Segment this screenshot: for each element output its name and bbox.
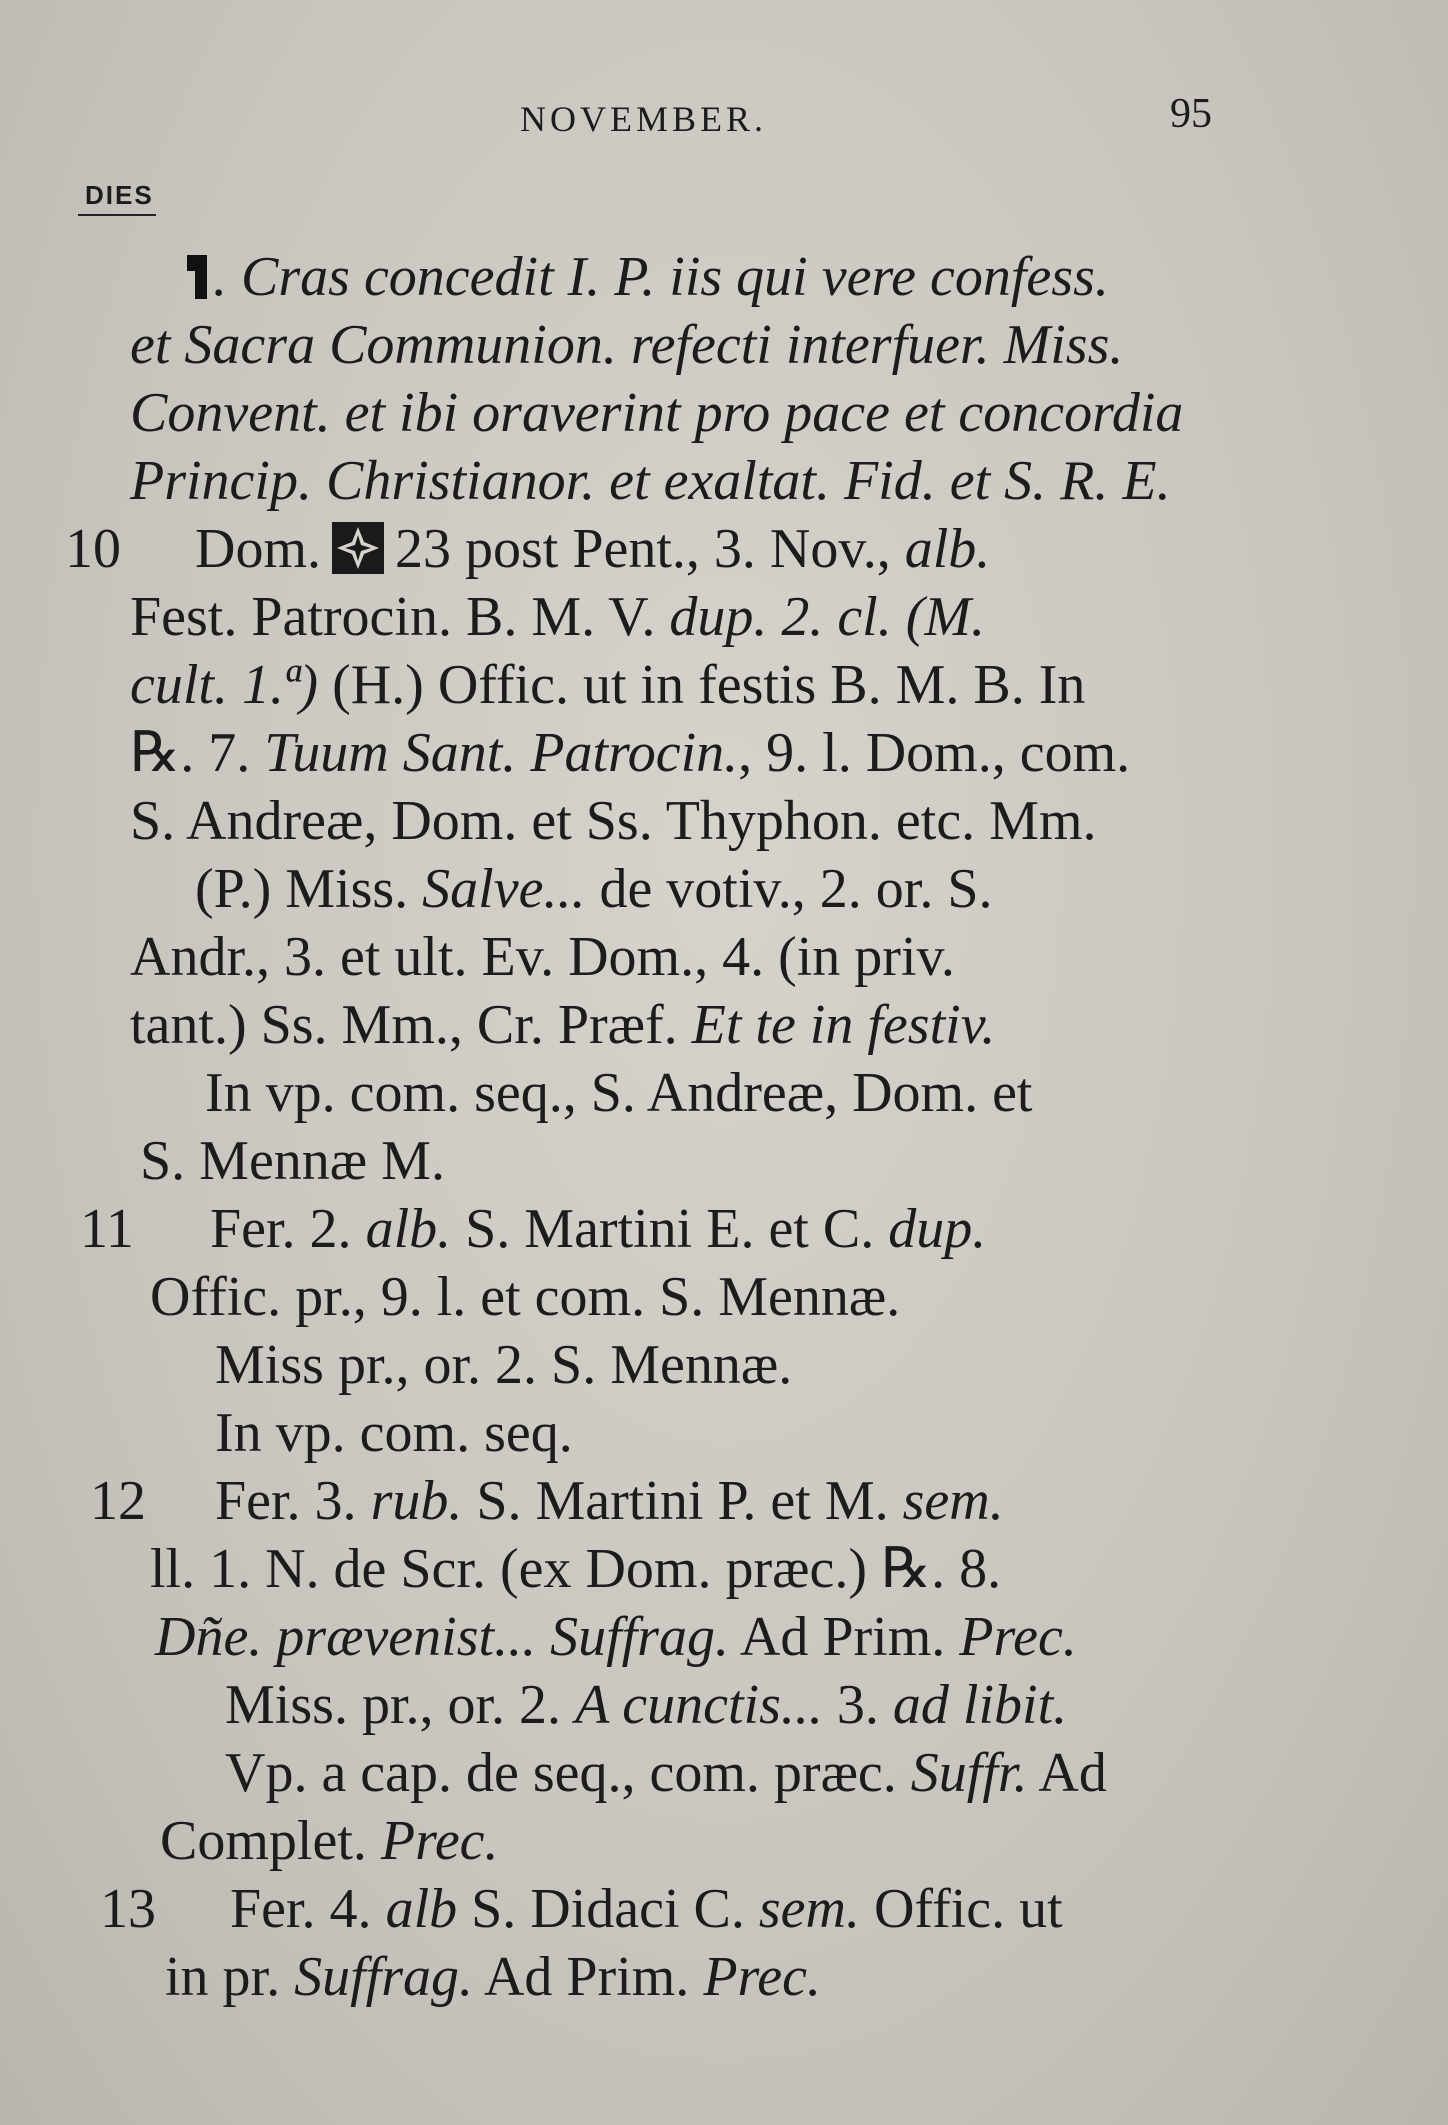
text-line [215, 1330, 792, 1400]
text-segment: Dñe. prævenist... [155, 1606, 537, 1668]
text-line [215, 1466, 1004, 1536]
text-segment: sem. [758, 1878, 860, 1940]
text-line [165, 1942, 821, 2012]
text-segment: Tuum Sant. Patrocin. [264, 722, 739, 784]
text-segment: Fer. 2. [210, 1198, 366, 1260]
text-segment: . Cras concedit I. P. iis qui vere confess. [213, 246, 1109, 308]
text-line [160, 1806, 499, 1876]
text-segment: A cunctis... [575, 1674, 823, 1736]
text-segment: dup. [888, 1198, 987, 1260]
text-segment: 23 post Pent., 3. Nov., [395, 518, 905, 580]
text-line [130, 990, 995, 1060]
text-segment: rub. [370, 1470, 463, 1532]
text-segment: alb [385, 1878, 458, 1940]
text-line [195, 242, 1109, 312]
text-segment: (H.) Offic. ut in festis B. M. B. In [318, 654, 1086, 716]
page-number: 95 [1170, 91, 1212, 137]
text-segment: S. Didaci C. [457, 1878, 759, 1940]
text-line [195, 514, 990, 584]
text-segment: S. Andreæ, Dom. et Ss. Thyphon. etc. Mm. [130, 790, 1097, 852]
text-segment: cult. 1.ª) [130, 654, 319, 716]
text-segment: Fest. Patrocin. B. M. V. [130, 586, 670, 648]
paragraph-marker-icon [195, 255, 207, 299]
text-line [225, 1670, 1067, 1740]
text-segment: tant.) Ss. Mm., Cr. Præf. [130, 994, 692, 1056]
text-segment: Fer. 3. [215, 1470, 371, 1532]
text-segment: Vp. a cap. de seq., com. præc. [225, 1742, 911, 1804]
text-segment: , 9. l. Dom., com. [738, 722, 1131, 784]
text-line [230, 1874, 1063, 1944]
text-segment: Salve... [422, 858, 586, 920]
text-line [195, 854, 993, 924]
text-line [130, 922, 955, 992]
text-line [215, 1398, 573, 1468]
text-segment: Suffr. [910, 1742, 1028, 1804]
text-line [130, 650, 1085, 720]
text-line [155, 1602, 1077, 1672]
text-segment [536, 1606, 550, 1668]
text-line [130, 582, 985, 652]
text-line [130, 378, 1183, 448]
text-segment: Princip. Christianor. et exaltat. Fid. et S. R. E. [130, 450, 1171, 512]
text-segment: et Sacra Communion. refecti interfuer. Miss. [130, 314, 1124, 376]
day-number: 12 [90, 1470, 146, 1532]
dies-label: DIES [85, 180, 154, 210]
page-header [0, 90, 1448, 150]
day-number: 11 [80, 1198, 134, 1260]
text-segment: ℞. 7. [130, 722, 265, 784]
text-segment: Offic. ut [859, 1878, 1063, 1940]
text-segment: alb. [365, 1198, 452, 1260]
text-segment: alb. [904, 518, 991, 580]
text-segment: In vp. com. seq. [215, 1402, 573, 1464]
text-segment: Ad Prim. [473, 1946, 704, 2008]
text-segment: de votiv., 2. or. S. [585, 858, 993, 920]
text-segment: Prec. [959, 1606, 1077, 1668]
text-segment: Dom. [195, 518, 321, 580]
text-segment: Suffrag. [550, 1606, 729, 1668]
day-number: 10 [65, 518, 121, 580]
text-segment: In vp. com. seq., S. Andreæ, Dom. et [205, 1062, 1033, 1124]
text-segment: Miss pr., or. 2. S. Mennæ. [215, 1334, 793, 1396]
running-title: NOVEMBER. [520, 99, 768, 139]
text-line [130, 718, 1130, 788]
dies-underline [78, 214, 156, 216]
day-number: 13 [100, 1878, 156, 1940]
text-segment: ad libit. [892, 1674, 1068, 1736]
text-segment: Prec. [703, 1946, 821, 2008]
text-line [130, 446, 1171, 516]
text-line [130, 310, 1123, 380]
text-line [205, 1058, 1032, 1128]
text-segment: (P.) Miss. [195, 858, 423, 920]
text-segment: Miss. pr., or. 2. [225, 1674, 576, 1736]
text-segment: 3. [822, 1674, 893, 1736]
cross-pattee-icon [331, 521, 385, 575]
text-segment: Prec. [380, 1810, 499, 1872]
text-segment: S. Martini P. et M. [462, 1470, 903, 1532]
text-segment: Fer. 4. [230, 1878, 386, 1940]
text-segment: Ad [1027, 1742, 1107, 1804]
text-segment: Convent. et ibi oraverint pro pace et concordia [130, 382, 1184, 444]
text-line [225, 1738, 1107, 1808]
text-segment: S. Martini E. et C. [451, 1198, 889, 1260]
text-segment: ll. 1. N. de Scr. (ex Dom. præc.) ℞. 8. [150, 1538, 1002, 1600]
text-line [140, 1126, 445, 1196]
text-segment: Complet. [160, 1810, 381, 1872]
text-line [150, 1534, 1001, 1604]
text-segment: Suffrag. [294, 1946, 474, 2008]
text-segment: Andr., 3. et ult. Ev. Dom., 4. (in priv. [130, 926, 955, 988]
text-segment: sem. [902, 1470, 1004, 1532]
text-segment: Offic. pr., 9. l. et com. S. Mennæ. [150, 1266, 901, 1328]
text-line [150, 1262, 900, 1332]
text-segment: in pr. [165, 1946, 295, 2008]
text-segment: Et te in festiv. [691, 994, 996, 1056]
text-segment: S. Mennæ M. [140, 1130, 445, 1192]
text-line [210, 1194, 986, 1264]
text-line [130, 786, 1097, 856]
text-segment: dup. 2. cl. (M. [669, 586, 986, 648]
text-segment: Ad Prim. [728, 1606, 960, 1668]
